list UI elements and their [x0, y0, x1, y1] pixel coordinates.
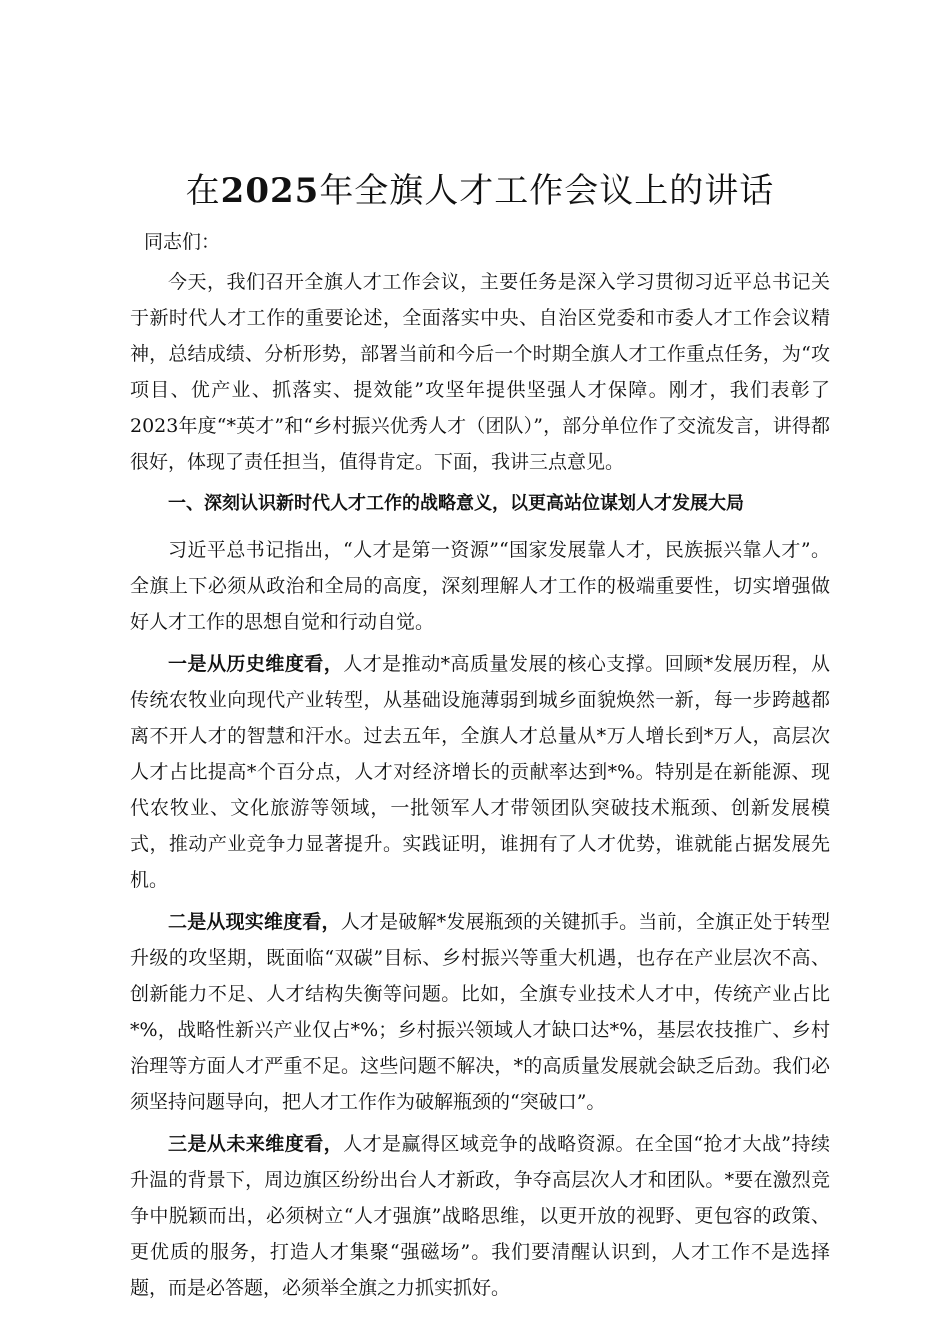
- intro-paragraph: 今天，我们召开全旗人才工作会议，主要任务是深入学习贯彻习近平总书记关于新时代人才工作的重要论述，全面落实中央、自治区党委和市委人才工作会议精神，总结成绩、分析形势，部署当前和今后一个时期全旗人才工作重点任务，为“攻项目、优产业、抓落实、提效能”攻坚年提供坚强人才保障。刚才，我们表彰了2023年度“*英才”和“乡村振兴优秀人才（团队）”，部分单位作了交流发言，讲得都很好，体现了责任担当，值得肯定。下面，我讲三点意见。: [130, 271, 830, 473]
- title-suffix: 年全旗人才工作会议上的讲话: [319, 171, 775, 211]
- document-title: [130, 168, 830, 214]
- section-heading-1: 一、深刻认识新时代人才工作的战略意义，以更高站位谋划人才发展大局: [168, 493, 744, 514]
- title-prefix: 在: [185, 171, 221, 211]
- point-3-lead: 三是从未来维度看，: [168, 1133, 344, 1155]
- section-1-intro: 习近平总书记指出，“人才是第一资源”“国家发展靠人才，民族振兴靠人才”。全旗上下必须从政治和全局的高度，深刻理解人才工作的极端重要性，切实增强做好人才工作的思想自觉和行动自觉。: [130, 539, 830, 633]
- point-1-body: 人才是推动*高质量发展的核心支撑。回顾*发展历程，从传统农牧业向现代产业转型，从基础设施薄弱到城乡面貌焕然一新，每一步跨越都离不开人才的智慧和汗水。过去五年，全旗人才总量从*万人增长到*万人，高层次人才占比提高*个百分点，人才对经济增长的贡献率达到*%。特别是在新能源、现代农牧业、文化旅游等领域，一批领军人才带领团队突破技术瓶颈、创新发展模式，推动产业竞争力显著提升。实践证明，谁拥有了人才优势，谁就能占据发展先机。: [130, 653, 830, 891]
- point-2-body: 人才是破解*发展瓶颈的关键抓手。当前，全旗正处于转型升级的攻坚期，既面临“双碳”目标、乡村振兴等重大机遇，也存在产业层次不高、创新能力不足、人才结构失衡等问题。比如，全旗专业技术人才中，传统产业占比*%，战略性新兴产业仅占*%；乡村振兴领域人才缺口达*%，基层农技推广、乡村治理等方面人才严重不足。这些问题不解决，*的高质量发展就会缺乏后劲。我们必须坚持问题导向，把人才工作作为破解瓶颈的“突破口”。: [130, 911, 830, 1113]
- salutation: 同志们：: [144, 231, 221, 253]
- title-year: 2025: [220, 171, 320, 211]
- point-3-body: 人才是赢得区域竞争的战略资源。在全国“抢才大战”持续升温的背景下，周边旗区纷纷出台人才新政，争夺高层次人才和团队。*要在激烈竞争中脱颖而出，必须树立“人才强旗”战略思维，以更开放的视野、更包容的政策、更优质的服务，打造人才集聚“强磁场”。我们要清醒认识到，人才工作不是选择题，而是必答题，必须举全旗之力抓实抓好。: [130, 1133, 830, 1299]
- point-2-lead: 二是从现实维度看，: [168, 911, 341, 933]
- point-3-paragraph: [130, 1126, 830, 1306]
- document-page: [130, 168, 830, 1312]
- point-1-paragraph: [130, 646, 830, 898]
- point-1-lead: 一是从历史维度看，: [168, 653, 344, 675]
- point-2-paragraph: [130, 904, 830, 1120]
